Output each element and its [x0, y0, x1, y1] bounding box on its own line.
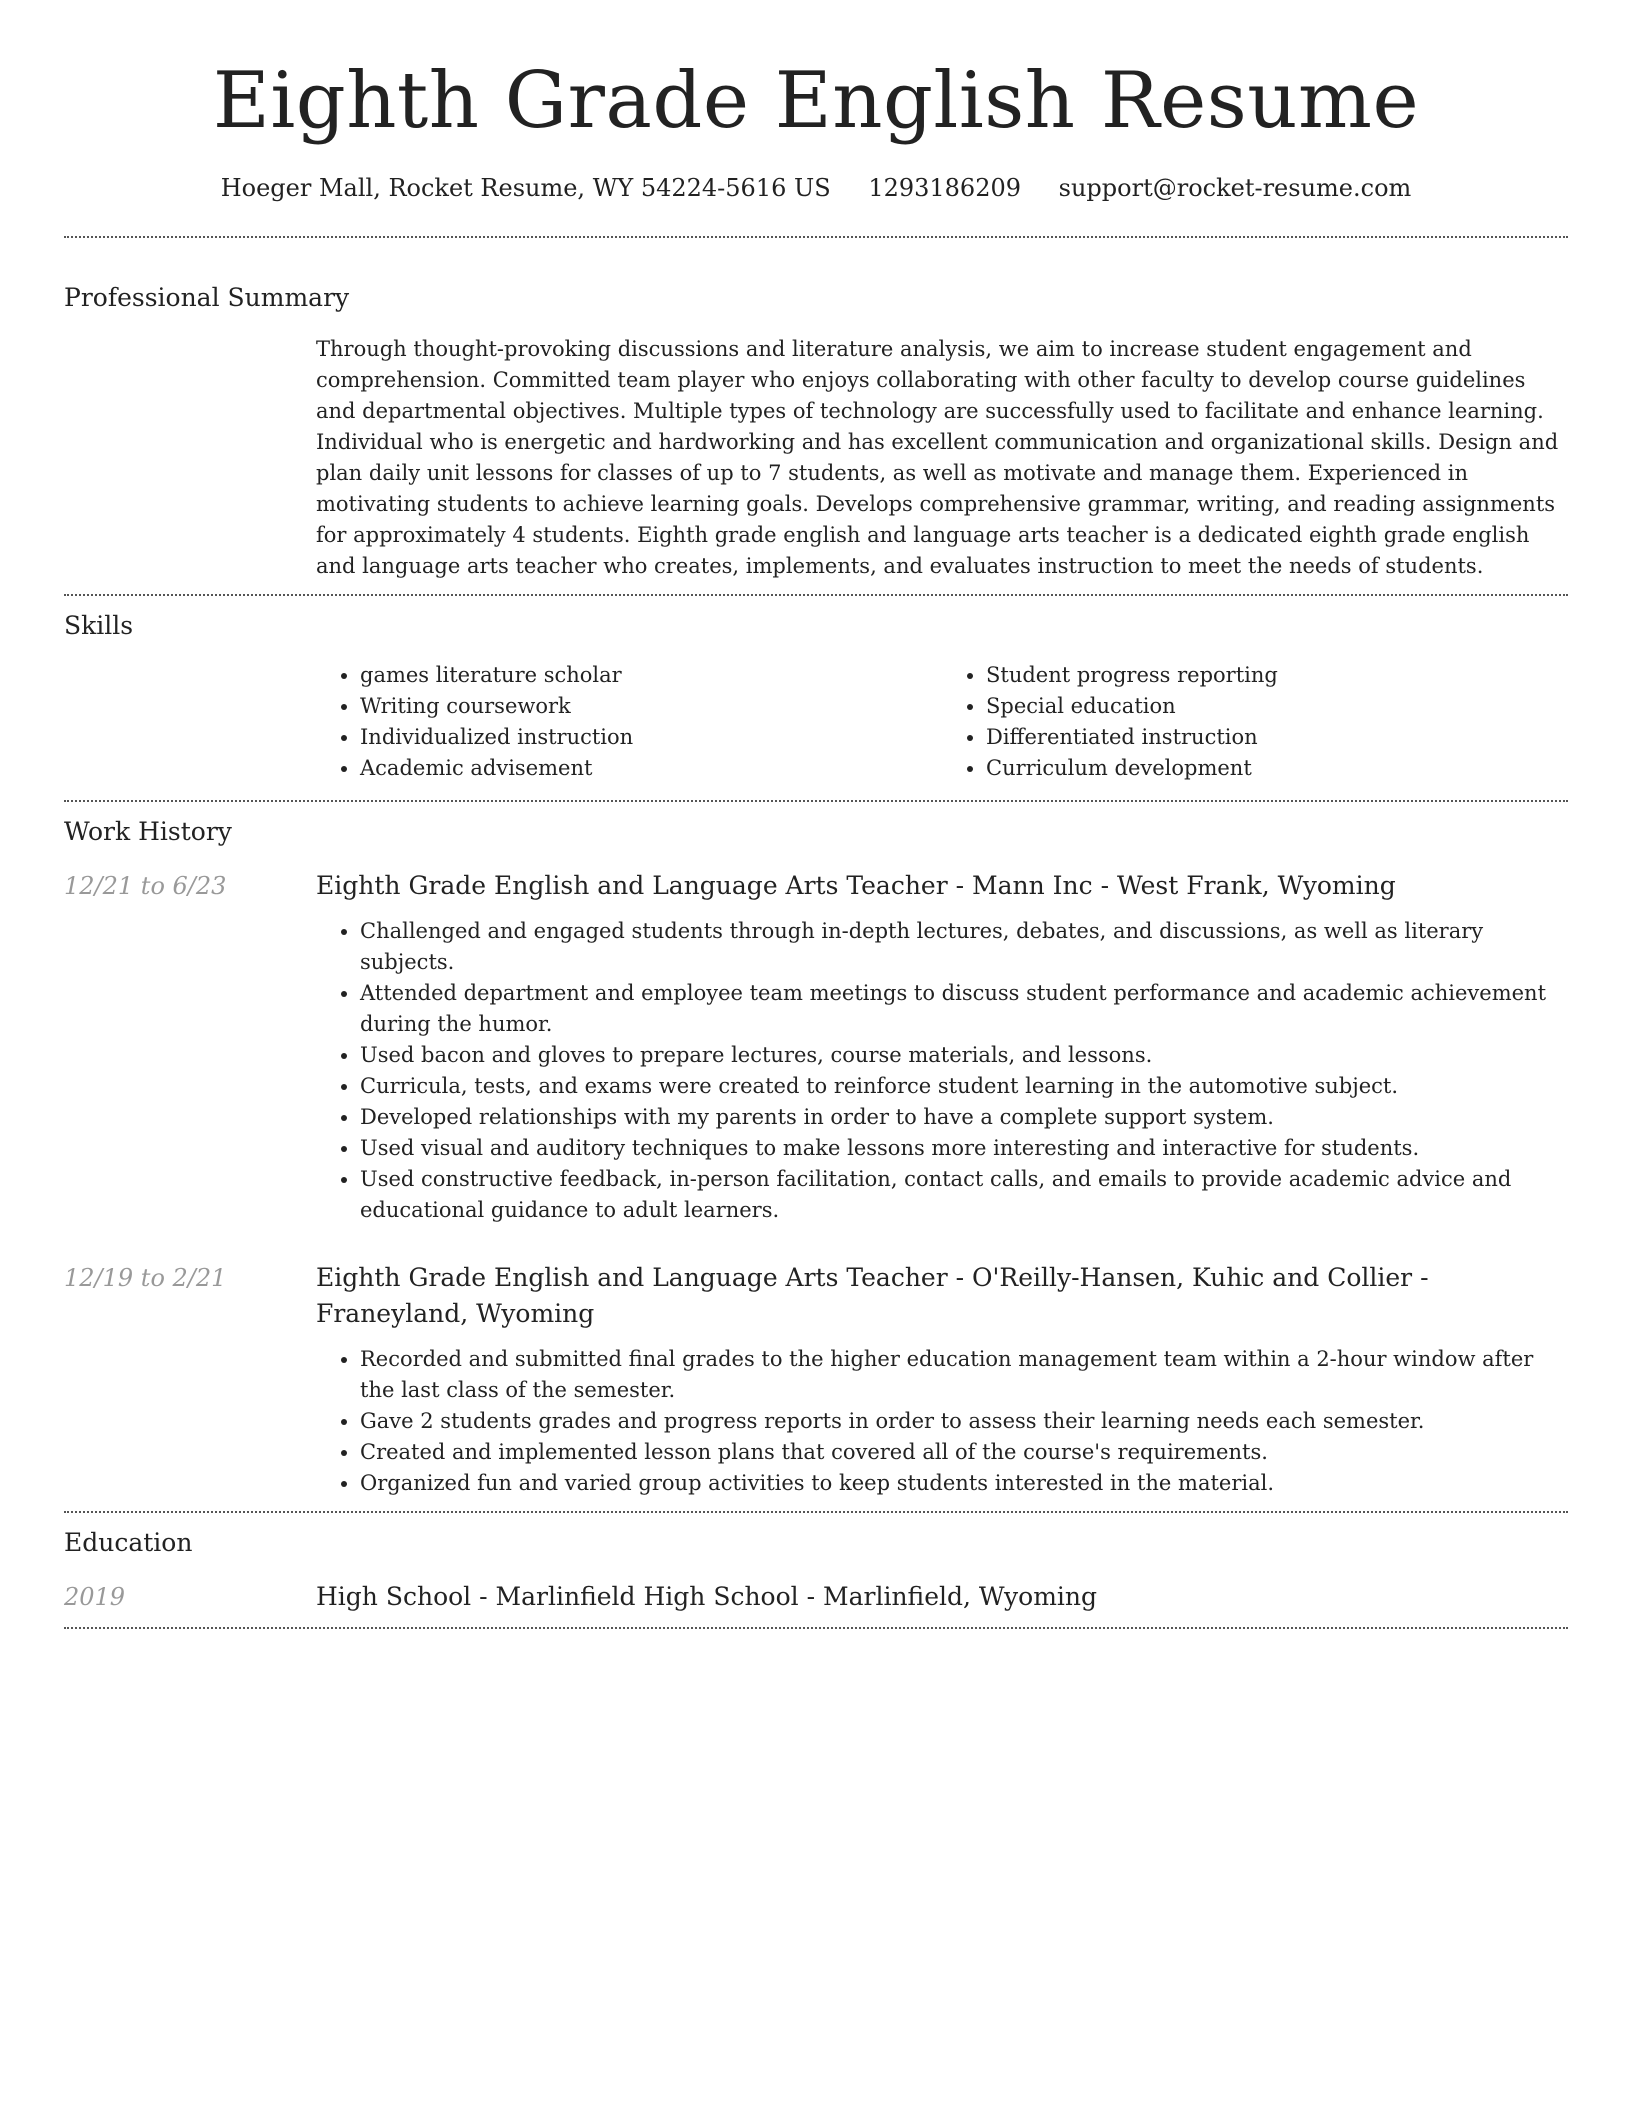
work-history-heading: Work History — [64, 817, 232, 846]
job-bullet: • Challenged and engaged students through in-depth lectures, debates, and discussions, as well as literary subjects. — [360, 916, 1568, 978]
skill-item: • Writing coursework — [360, 691, 942, 722]
skills-list — [316, 660, 1568, 784]
contact-line — [64, 168, 1568, 208]
skill-item: • Student progress reporting — [986, 660, 1568, 691]
skill-item: • Special education — [986, 691, 1568, 722]
resume-header — [64, 0, 1568, 208]
education-heading: Education — [64, 1528, 193, 1557]
job-bullet: • Developed relationships with my parents in order to have a complete support system. — [360, 1102, 1568, 1133]
job-dates: 12/21 to 6/23 — [64, 872, 227, 900]
job-details — [316, 868, 1568, 1226]
skill-item: • games literature scholar — [360, 660, 942, 691]
contact-email: support@rocket-resume.com — [1058, 174, 1412, 202]
section-divider — [64, 1627, 1568, 1629]
job-bullet: • Curricula, tests, and exams were created to reinforce student learning in the automotive subject. — [360, 1071, 1568, 1102]
job-dates: 12/19 to 2/21 — [64, 1264, 227, 1292]
contact-phone: 1293186209 — [868, 174, 1022, 202]
job-bullet: • Gave 2 students grades and progress reports in order to assess their learning needs each semester. — [360, 1406, 1568, 1437]
skill-item: • Individualized instruction — [360, 722, 942, 753]
job-entry — [64, 868, 1568, 1226]
job-bullet: • Created and implemented lesson plans that covered all of the course's requirements. — [360, 1437, 1568, 1468]
skills-column-left — [316, 660, 942, 784]
job-bullet-list — [316, 1344, 1568, 1499]
education-details: High School - Marlinfield High School - Marlinfield, Wyoming — [316, 1582, 1098, 1611]
job-details — [316, 1260, 1568, 1511]
job-heading: Eighth Grade English and Language Arts Teacher - Mann Inc - West Frank, Wyoming — [316, 871, 1396, 900]
skills-heading: Skills — [64, 611, 134, 640]
contact-address: Hoeger Mall, Rocket Resume, WY 54224-5616 US — [220, 174, 831, 202]
job-entry — [64, 1260, 1568, 1511]
skill-item: • Differentiated instruction — [986, 722, 1568, 753]
job-bullet: • Used visual and auditory techniques to make lessons more interesting and interactive for students. — [360, 1133, 1568, 1164]
job-bullet: • Used constructive feedback, in-person facilitation, contact calls, and emails to provide academic advice and educational guidance to adult learners. — [360, 1164, 1568, 1226]
job-heading: Eighth Grade English and Language Arts Teacher - O'Reilly-Hansen, Kuhic and Collier - Franeyland, Wyoming — [316, 1263, 1429, 1328]
job-bullet-list — [316, 916, 1568, 1226]
job-bullet: • Used bacon and gloves to prepare lectures, course materials, and lessons. — [360, 1040, 1568, 1071]
summary-heading: Professional Summary — [64, 283, 350, 312]
job-bullet: • Recorded and submitted final grades to the higher education management team within a 2-hour window after the last class of the semester. — [360, 1344, 1568, 1406]
summary-text: Through thought-provoking discussions and literature analysis, we aim to increase student engagement and comprehension. Committed team player who enjoys collaborating with other faculty to develop course guidelines and departmental objectives. Multiple types of technology are successfully used to facilitate and enhance learning. Individual who is energetic and hardworking and has excellent communication and organizational skills. Design and plan daily unit lessons for classes of up to 7 students, as well as motivate and manage them. Experienced in motivating students to achieve learning goals. Develops comprehensive grammar, writing, and reading assignments for approximately 4 students. Eighth grade english and language arts teacher is a dedicated eighth grade english and language arts teacher who creates, implements, and evaluates instruction to meet the needs of students. — [316, 337, 1559, 578]
education-entry — [64, 1579, 1568, 1615]
skill-item: • Curriculum development — [986, 753, 1568, 784]
resume-title: Eighth Grade English Resume — [212, 56, 1420, 146]
skills-column-right — [942, 660, 1568, 784]
job-bullet: • Organized fun and varied group activities to keep students interested in the material. — [360, 1468, 1568, 1499]
skill-item: • Academic advisement — [360, 753, 942, 784]
education-year: 2019 — [64, 1583, 126, 1611]
job-bullet: • Attended department and employee team meetings to discuss student performance and academic achievement during the humor. — [360, 978, 1568, 1040]
